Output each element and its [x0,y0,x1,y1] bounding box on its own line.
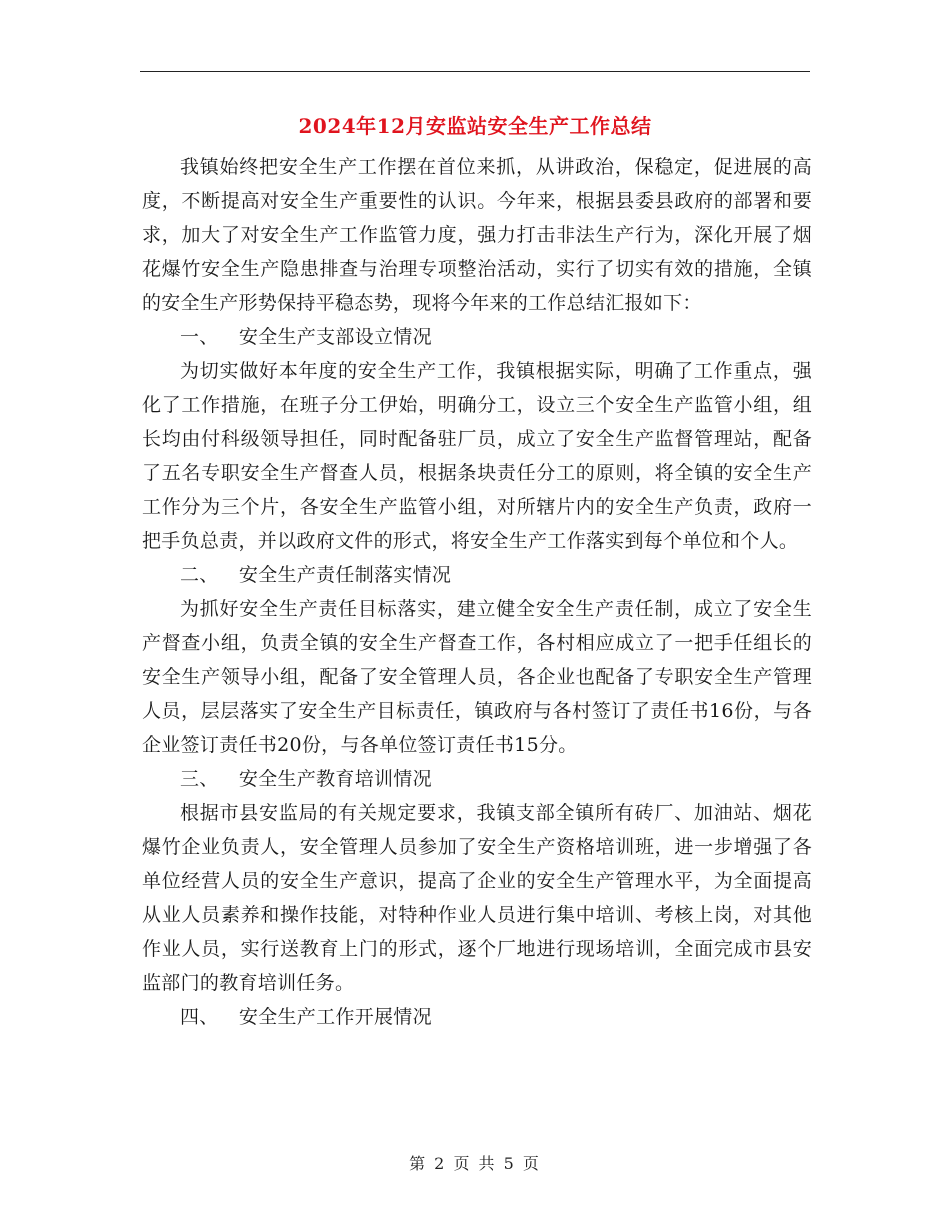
section-number: 一、 [180,326,219,348]
section-heading-text: 安全生产责任制落实情况 [238,564,452,586]
section-paragraph-1: 为切实做好本年度的安全生产工作，我镇根据实际，明确了工作重点，强化了工作措施，在班子分工伊始，明确分工，设立三个安全生产监管小组，组长均由付科级领导担任，同时配备驻厂员，成立了安全生产监督管理站，配备了五名专职安全生产督查人员，根据条块责任分工的原则，将全镇的安全生产工作分为三个片，各安全生产监管小组，对所辖片内的安全生产负责，政府一把手负总责，并以政府文件的形式，将安全生产工作落实到每个单位和个人。 [142,360,812,552]
section-paragraph-2: 为抓好安全生产责任目标落实，建立健全安全生产责任制，成立了安全生产督查小组，负责全镇的安全生产督查工作，各村相应成立了一把手任组长的安全生产领导小组，配备了安全管理人员，各企业也配备了专职安全生产管理人员，层层落实了安全生产目标责任，镇政府与各村签订了责任书16份，与各企业签订责任书20份，与各单位签订责任书15分。 [142,598,812,756]
document-body [142,150,812,1034]
document-title: 2024年12月安监站安全生产工作总结 [298,114,652,138]
section-heading-text: 安全生产支部设立情况 [238,326,432,348]
page-footer: 第 2 页 共 5 页 [409,1154,541,1173]
section-paragraph-3: 根据市县安监局的有关规定要求，我镇支部全镇所有砖厂、加油站、烟花爆竹企业负责人，安全管理人员参加了安全生产资格培训班，进一步增强了各单位经营人员的安全生产意识，提高了企业的安全生产管理水平，为全面提高从业人员素养和操作技能，对特种作业人员进行集中培训、考核上岗，对其他作业人员，实行送教育上门的形式，逐个厂地进行现场培训，全面完成市县安监部门的教育培训任务。 [142,802,812,994]
section-number: 三、 [180,768,219,790]
section-heading-4 [142,1000,812,1034]
section-number: 四、 [180,1006,219,1028]
section-number: 二、 [180,564,219,586]
section-heading-3 [142,762,812,796]
intro-paragraph: 我镇始终把安全生产工作摆在首位来抓，从讲政治，保稳定，促进展的高度，不断提高对安全生产重要性的认识。今年来，根据县委县政府的部署和要求，加大了对安全生产工作监管力度，强力打击非法生产行为，深化开展了烟花爆竹安全生产隐患排查与治理专项整治活动，实行了切实有效的措施，全镇的安全生产形势保持平稳态势，现将今年来的工作总结汇报如下： [142,156,812,314]
section-heading-text: 安全生产工作开展情况 [238,1006,432,1028]
section-heading-text: 安全生产教育培训情况 [238,768,432,790]
header-rule [140,71,810,72]
section-heading-1 [142,320,812,354]
section-heading-2 [142,558,812,592]
